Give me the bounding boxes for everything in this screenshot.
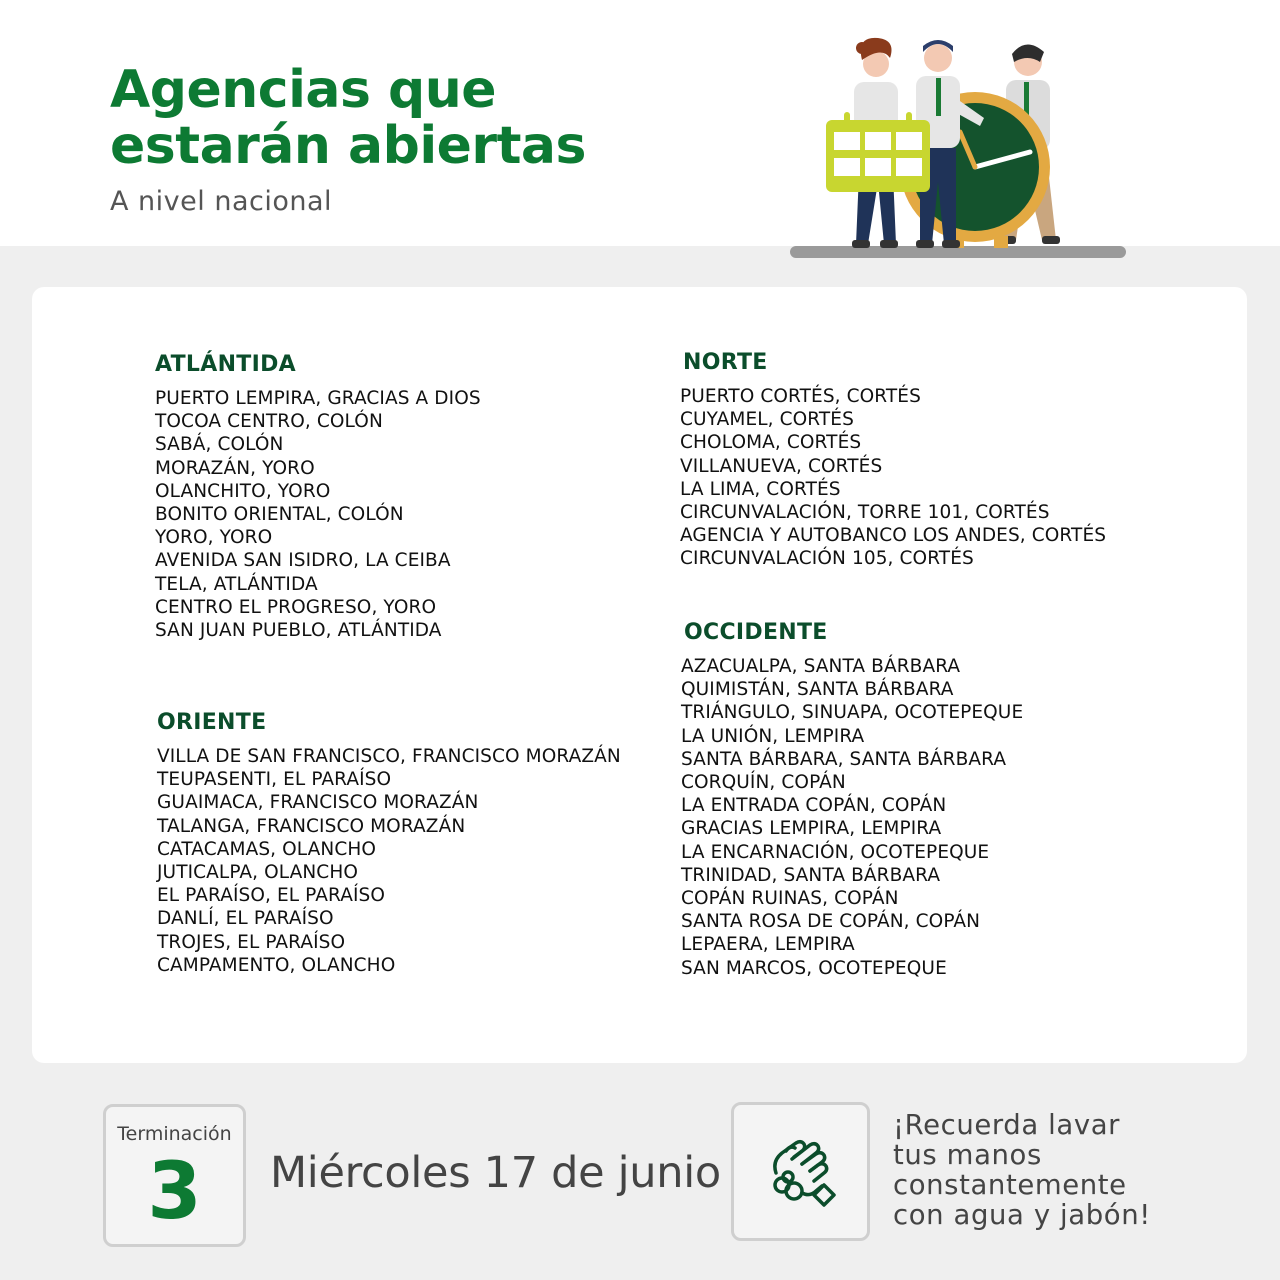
list-item: LA ENCARNACIÓN, OCOTEPEQUE xyxy=(681,841,990,863)
list-item: SAN MARCOS, OCOTEPEQUE xyxy=(681,957,947,979)
hand-washing-icon xyxy=(762,1133,842,1213)
list-item: OLANCHITO, YORO xyxy=(155,480,331,502)
list-item: YORO, YORO xyxy=(155,527,273,549)
region-title: NORTE xyxy=(683,350,768,375)
list-item: GRACIAS LEMPIRA, LEMPIRA xyxy=(681,818,942,840)
list-item: DANLÍ, EL PARAÍSO xyxy=(157,908,334,930)
region-atlantida xyxy=(155,351,481,642)
agency-list xyxy=(680,385,1106,571)
termination-badge xyxy=(103,1104,246,1247)
list-item: GUAIMACA, FRANCISCO MORAZÁN xyxy=(157,792,479,814)
list-item: TRIÁNGULO, SINUAPA, OCOTEPEQUE xyxy=(681,702,1024,724)
schedule-date: Miércoles 17 de junio xyxy=(270,1148,721,1198)
list-item: PUERTO CORTÉS, CORTÉS xyxy=(680,386,921,407)
region-occidente xyxy=(681,619,1023,980)
agency-list xyxy=(157,745,621,977)
termination-label: Terminación xyxy=(117,1123,232,1145)
list-item: VILLANUEVA, CORTÉS xyxy=(680,455,883,477)
page-subtitle: A nivel nacional xyxy=(110,186,333,217)
region-title: ORIENTE xyxy=(157,710,267,735)
list-item: CIRCUNVALACIÓN 105, CORTÉS xyxy=(680,548,974,570)
hand-washing-reminder xyxy=(893,1110,1273,1230)
hand-washing-badge xyxy=(731,1102,870,1241)
list-item: SABÁ, COLÓN xyxy=(155,434,284,456)
region-oriente xyxy=(157,709,621,977)
list-item: SANTA ROSA DE COPÁN, COPÁN xyxy=(681,911,981,933)
list-item: TROJES, EL PARAÍSO xyxy=(157,931,346,953)
list-item: TRINIDAD, SANTA BÁRBARA xyxy=(681,864,941,886)
list-item: TELA, ATLÁNTIDA xyxy=(155,573,318,595)
page-title-line-1: Agencias que xyxy=(110,60,497,120)
list-item: BONITO ORIENTAL, COLÓN xyxy=(155,504,404,526)
list-item: CATACAMAS, OLANCHO xyxy=(157,838,377,860)
list-item: AVENIDA SAN ISIDRO, LA CEIBA xyxy=(155,550,451,572)
agency-list xyxy=(155,387,481,642)
list-item: SANTA BÁRBARA, SANTA BÁRBARA xyxy=(681,748,1007,770)
reminder-line: ¡Recuerda lavar xyxy=(893,1109,1121,1141)
list-item: COPÁN RUINAS, COPÁN xyxy=(681,888,899,910)
reminder-line: con agua y jabón! xyxy=(893,1199,1151,1231)
list-item: CHOLOMA, CORTÉS xyxy=(680,432,862,454)
list-item: TALANGA, FRANCISCO MORAZÁN xyxy=(157,815,466,837)
list-item: SAN JUAN PUEBLO, ATLÁNTIDA xyxy=(155,620,442,642)
list-item: VILLA DE SAN FRANCISCO, FRANCISCO MORAZÁN xyxy=(157,746,621,767)
list-item: EL PARAÍSO, EL PARAÍSO xyxy=(157,885,386,907)
list-item: TEUPASENTI, EL PARAÍSO xyxy=(157,769,392,791)
list-item: MORAZÁN, YORO xyxy=(155,457,315,479)
agencies-card xyxy=(32,287,1247,1063)
list-item: AZACUALPA, SANTA BÁRBARA xyxy=(681,656,961,677)
region-title: ATLÁNTIDA xyxy=(155,352,296,377)
list-item: AGENCIA Y AUTOBANCO LOS ANDES, CORTÉS xyxy=(680,525,1107,547)
list-item: CAMPAMENTO, OLANCHO xyxy=(157,954,396,976)
list-item: QUIMISTÁN, SANTA BÁRBARA xyxy=(681,679,954,701)
list-item: LA ENTRADA COPÁN, COPÁN xyxy=(681,795,947,817)
list-item: JUTICALPA, OLANCHO xyxy=(157,862,359,884)
agency-list xyxy=(681,655,1023,980)
page-title-line-2: estarán abiertas xyxy=(110,116,586,176)
page-title xyxy=(110,62,586,174)
list-item: LEPAERA, LEMPIRA xyxy=(681,934,855,956)
reminder-line: tus manos xyxy=(893,1139,1042,1171)
termination-number: 3 xyxy=(147,1147,202,1237)
staff-calendar-clock-illustration xyxy=(780,32,1140,272)
list-item: LA UNIÓN, LEMPIRA xyxy=(681,725,865,747)
list-item: CENTRO EL PROGRESO, YORO xyxy=(155,596,437,618)
list-item: CORQUÍN, COPÁN xyxy=(681,772,846,794)
list-item: CIRCUNVALACIÓN, TORRE 101, CORTÉS xyxy=(680,502,1050,524)
region-title: OCCIDENTE xyxy=(684,620,828,645)
list-item: TOCOA CENTRO, COLÓN xyxy=(155,411,383,433)
region-norte xyxy=(680,349,1106,571)
reminder-line: constantemente xyxy=(893,1169,1127,1201)
list-item: PUERTO LEMPIRA, GRACIAS A DIOS xyxy=(155,388,481,409)
list-item: CUYAMEL, CORTÉS xyxy=(680,409,854,431)
list-item: LA LIMA, CORTÉS xyxy=(680,478,841,500)
